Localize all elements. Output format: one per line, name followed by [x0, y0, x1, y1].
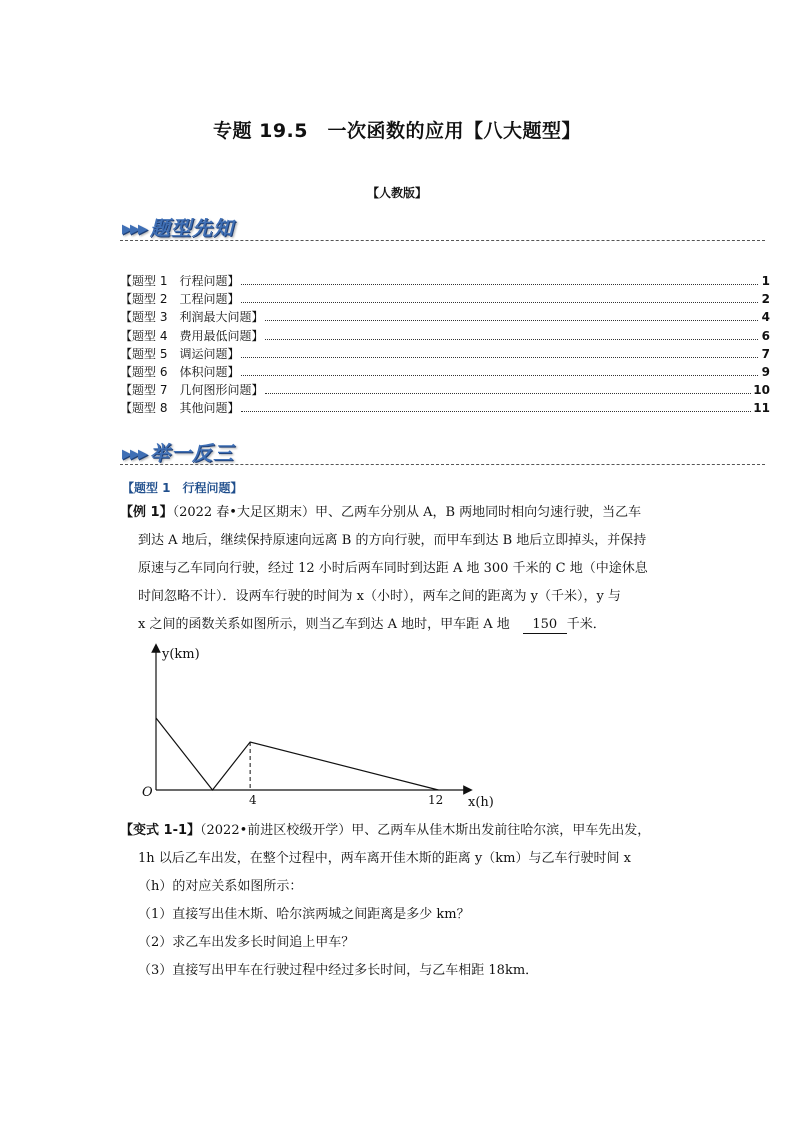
example-line: 时间忽略不计）．设两车行驶的时间为 x（小时），两车之间的距离为 y（千米），y 与	[138, 589, 621, 604]
toc-label: 【题型 7 几何图形问题】	[120, 383, 264, 398]
distance-series-line	[156, 718, 438, 790]
toc-page: 4	[761, 310, 770, 325]
question-2: （2）求乙车出发多长时间追上甲车？	[138, 935, 355, 950]
example-tag: 【例 1】	[120, 505, 173, 520]
variant-text: （2022•前进区校级开学）甲、乙两车从佳木斯出发前往哈尔滨，甲车先出发，	[200, 823, 651, 838]
toc-label: 【题型 2 工程问题】	[120, 292, 240, 307]
variant-line: 1h 以后乙车出发，在整个过程中，两车离开佳木斯的距离 y（km）与乙车行驶时间 x	[138, 851, 631, 866]
banner-practice-label: 举一反三	[150, 441, 234, 465]
section-heading: 【题型 1 行程问题】	[122, 481, 243, 495]
example-text: （2022 春•大足区期末）甲、乙两车分别从 A，B 两地同时相向匀速行驶，当乙车	[172, 505, 642, 520]
example-line	[120, 499, 680, 527]
toc-leader	[241, 411, 751, 412]
x-axis-label: x(h)	[468, 795, 494, 810]
edition-label: 【人教版】	[366, 186, 427, 200]
toc-label: 【题型 5 调运问题】	[120, 346, 240, 361]
toc-page: 11	[753, 401, 770, 416]
toc-item[interactable]	[120, 272, 770, 290]
page-title: 专题 19.5 一次函数的应用【八大题型】	[213, 120, 581, 142]
arrow-icon: ▶▶▶	[122, 222, 146, 237]
answer-blank: 150	[523, 617, 567, 634]
toc-leader	[241, 357, 758, 358]
question-3: （3）直接写出甲车在行驶过程中经过多长时间，与乙车相距 18km．	[138, 963, 539, 978]
variant-tag: 【变式 1-1】	[120, 823, 201, 838]
variant-line	[120, 817, 690, 845]
toc-page: 2	[761, 292, 770, 307]
divider	[120, 240, 765, 241]
y-axis-label: y(km)	[162, 647, 200, 662]
toc-leader	[265, 339, 758, 340]
toc-item[interactable]	[120, 308, 770, 326]
toc-item[interactable]	[120, 327, 770, 345]
origin-label: O	[142, 785, 153, 800]
toc-item[interactable]	[120, 399, 770, 417]
banner-toc	[122, 212, 234, 241]
toc-item[interactable]	[120, 345, 770, 363]
toc-page: 10	[753, 383, 770, 398]
toc-page: 9	[761, 364, 770, 379]
toc-item[interactable]	[120, 363, 770, 381]
toc-leader	[265, 393, 751, 394]
example-text: x 之间的函数关系如图所示，则当乙车到达 A 地时，甲车距 A 地	[138, 617, 510, 632]
question-1: （1）直接写出佳木斯、哈尔滨两城之间距离是多少 km？	[138, 907, 470, 922]
arrow-icon: ▶▶▶	[122, 447, 146, 462]
divider	[120, 464, 765, 465]
toc-leader	[241, 284, 758, 285]
example-1	[120, 499, 680, 639]
distance-time-graph	[130, 640, 510, 815]
table-of-contents	[120, 272, 770, 418]
example-line: 到达 A 地后，继续保持原速向远离 B 的方向行驶，而甲车到达 B 地后立即掉头，并保持	[138, 533, 647, 548]
toc-label: 【题型 6 体积问题】	[120, 364, 240, 379]
variant-1-1	[120, 817, 690, 985]
example-text: 千米．	[566, 617, 606, 632]
toc-label: 【题型 1 行程问题】	[120, 274, 240, 288]
variant-line: （h）的对应关系如图所示：	[138, 879, 303, 894]
toc-page: 1	[761, 274, 770, 288]
tick-label-12: 12	[428, 793, 444, 807]
toc-item[interactable]	[120, 290, 770, 308]
toc-leader	[241, 375, 758, 376]
toc-label: 【题型 4 费用最低问题】	[120, 328, 264, 343]
example-line	[120, 611, 680, 639]
banner-toc-label: 题型先知	[150, 216, 234, 240]
toc-page: 7	[761, 346, 770, 361]
toc-label: 【题型 8 其他问题】	[120, 401, 240, 416]
tick-label-4: 4	[249, 793, 257, 807]
banner-practice	[122, 437, 234, 466]
toc-leader	[265, 320, 758, 321]
toc-page: 6	[761, 328, 770, 343]
example-line: 原速与乙车同向行驶，经过 12 小时后两车同时到达距 A 地 300 千米的 C 地（中途休息	[138, 561, 648, 576]
toc-item[interactable]	[120, 381, 770, 399]
toc-label: 【题型 3 利润最大问题】	[120, 310, 264, 325]
toc-leader	[241, 302, 758, 303]
